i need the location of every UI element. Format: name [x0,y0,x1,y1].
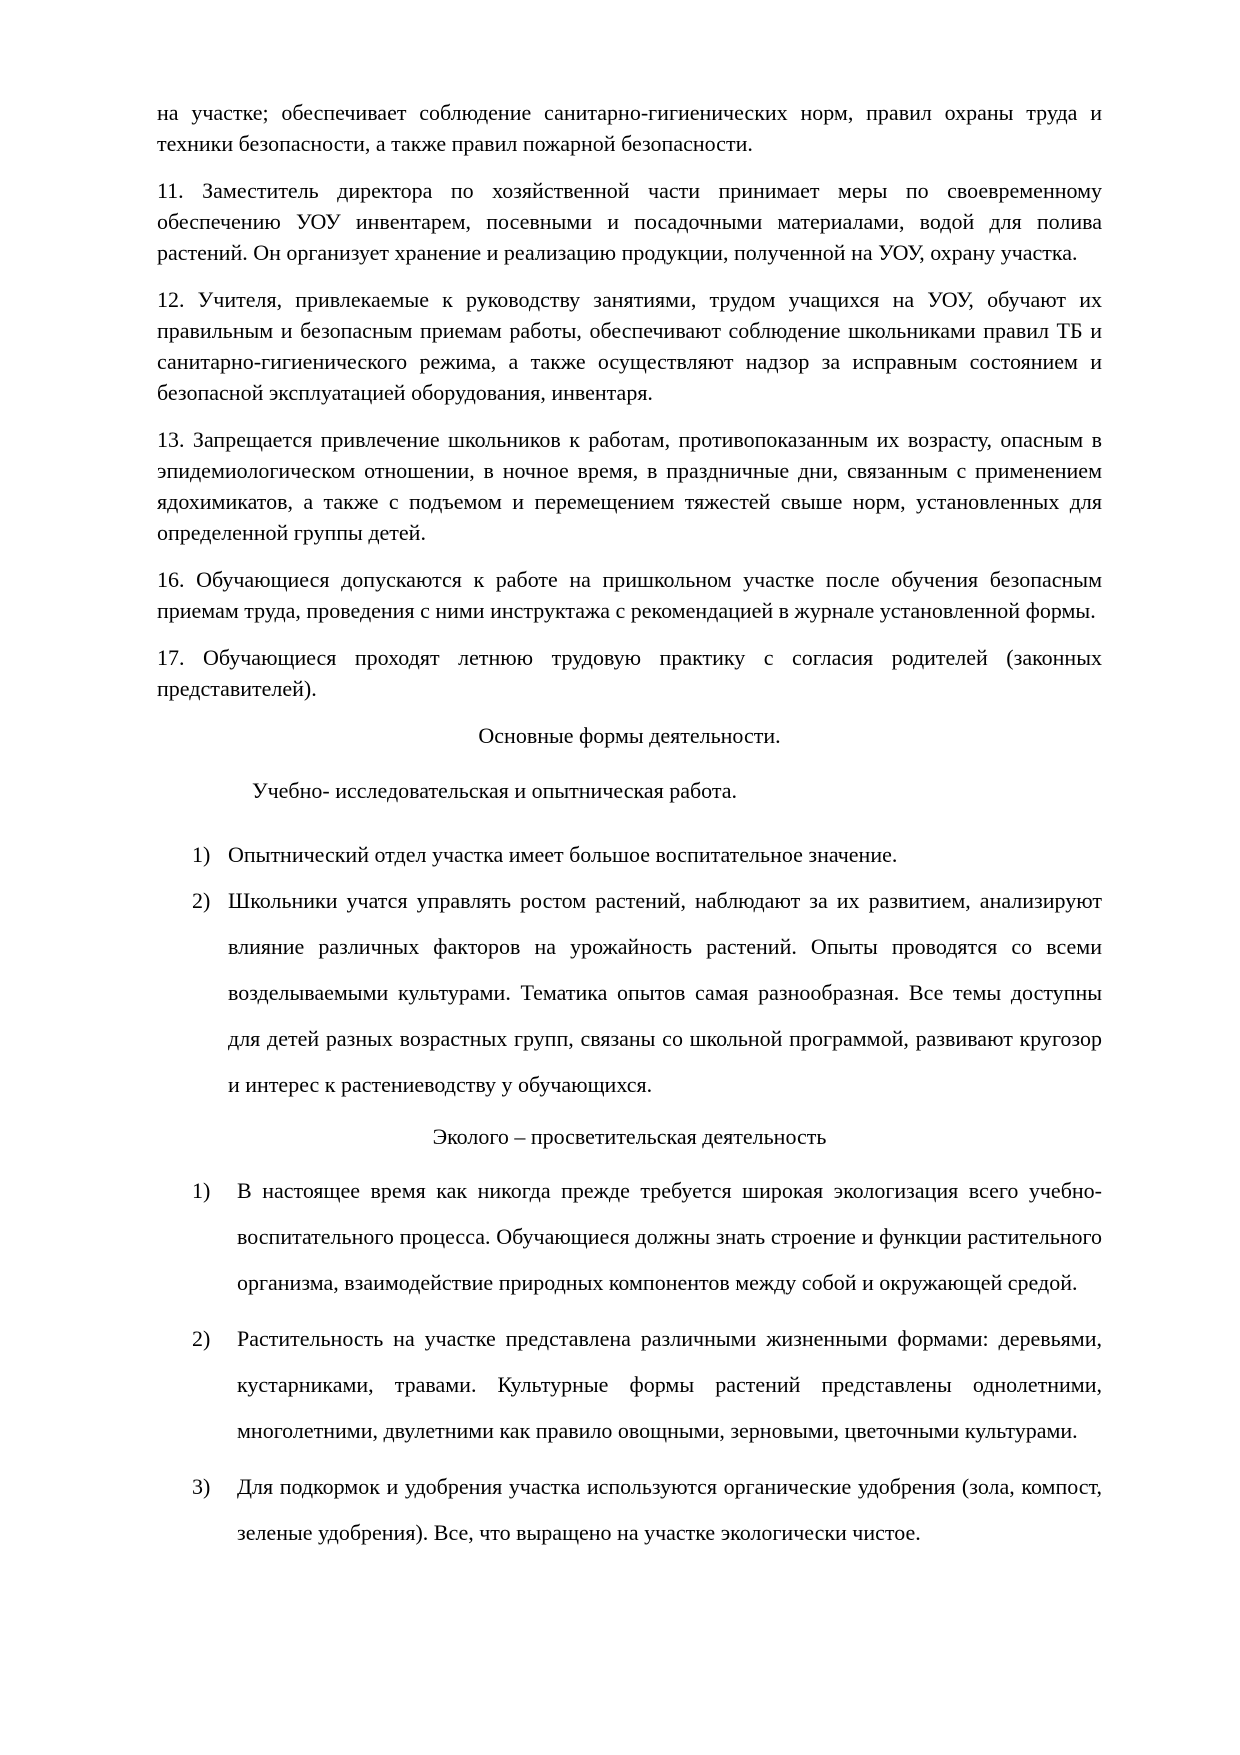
list-item-marker: 1) [192,842,211,867]
paragraph: 13. Запрещается привлечение школьников к работам, противопоказанным их возрасту, опасным в эпидемиологическом отношении, в ночное время, в праздничные дни, связанным с применением ядохимикатов, а также с подъемом и перемещением тяжестей свыше норм, установленных для определенной группы детей. [157,427,1102,545]
paragraph: 11. Заместитель директора по хозяйственной части принимает меры по своевременному обеспечению УОУ инвентарем, посевными и посадочными материалами, водой для полива растений. Он организует хранение и реализацию продукции, полученной на УОУ, охрану участка. [157,178,1102,265]
list-item-text: Опытнический отдел участка имеет большое воспитательное значение. [228,842,898,867]
list-item-text: Растительность на участке представлена различными жизненными формами: деревьями, кустарниками, травами. Культурные формы растений представлены однолетними, многолетними, двулетними как правило овощными, зерновыми, цветочными культурами. [237,1326,1102,1443]
list-item-marker: 1) [192,1178,211,1203]
section-heading-ecology: Эколого – просветительская деятельность [432,1124,827,1149]
paragraph: 17. Обучающиеся проходят летнюю трудовую практику с согласия родителей (законных представителей). [157,645,1102,701]
list-item-text: В настоящее время как никогда прежде требуется широкая экологизация всего учебно- воспитательного процесса. Обучающиеся должны знать строение и функции растительного организма, взаимодействие природных компонентов между собой и окружающей средой. [237,1178,1102,1295]
numbered-list-ecology [157,1168,1102,1556]
list-item [157,1464,1102,1556]
list-item [157,1316,1102,1454]
list-item-text: Для подкормок и удобрения участка используются органические удобрения (зола, компост, зеленые удобрения). Все, что выращено на участке экологически чистое. [237,1474,1102,1545]
list-item-marker: 2) [192,888,211,913]
section-heading-main: Основные формы деятельности. [478,723,781,748]
list-item-marker: 3) [192,1474,211,1499]
paragraph: 16. Обучающиеся допускаются к работе на пришкольном участке после обучения безопасным приемам труда, проведения с ними инструктажа с рекомендацией в журнале установленной формы. [157,567,1102,623]
numbered-list-research [157,832,1102,1108]
list-item [157,878,1102,1108]
paragraph: 12. Учителя, привлекаемые к руководству занятиями, трудом учащихся на УОУ, обучают их правильным и безопасным приемам работы, обеспечивают соблюдение школьниками правил ТБ и санитарно-гигиенического режима, а также осуществляют надзор за исправным состоянием и безопасной эксплуатацией оборудования, инвентаря. [157,287,1102,405]
list-item [157,832,1102,878]
list-item-marker: 2) [192,1326,211,1351]
paragraph: на участке; обеспечивает соблюдение санитарно-гигиенических норм, правил охраны труда и техники безопасности, а также правил пожарной безопасности. [157,100,1102,156]
list-item [157,1168,1102,1306]
section-heading-research-work: Учебно- исследовательская и опытническая работа. [252,778,738,803]
list-item-text: Школьники учатся управлять ростом растений, наблюдают за их развитием, анализируют влияние различных факторов на урожайность растений. Опыты проводятся со всеми возделываемыми культурами. Тематика опытов самая разнообразная. Все темы доступны для детей разных возрастных групп, связаны со школьной программой, развивают кругозор и интерес к растениеводству у обучающихся. [228,888,1102,1097]
